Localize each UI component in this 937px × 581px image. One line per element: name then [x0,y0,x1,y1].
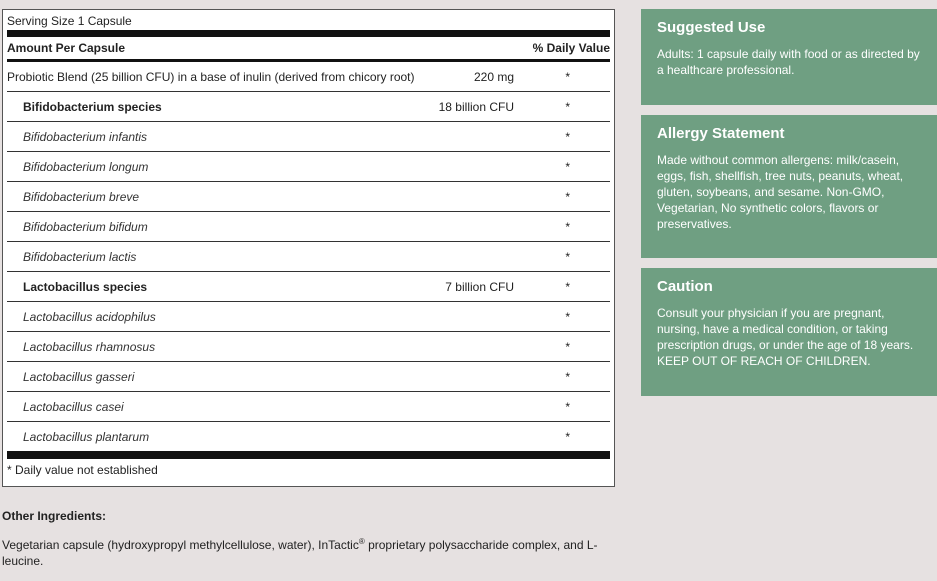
supplement-facts-panel [2,9,615,487]
facts-row: Lactobacillus acidophilus * [7,302,610,332]
caution-text: Consult your physician if you are pregnant, nursing, have a medical condition, or taking prescription drugs, or under the age of 18 years. KEEP OUT OF REACH OF CHILDREN. [657,306,914,368]
allergy-statement-title: Allergy Statement [657,125,785,142]
facts-row: Bifidobacterium bifidum * [7,212,610,242]
other-ingredients-title: Other Ingredients: [2,509,107,523]
amount-per-capsule-label: Amount Per Capsule [7,41,126,55]
facts-row: Lactobacillus gasseri * [7,362,610,392]
serving-size: Serving Size 1 Capsule [7,14,132,28]
caution-box [641,268,937,396]
facts-row: Bifidobacterium breve * [7,182,610,212]
registered-mark: ® [358,537,365,546]
facts-row: Bifidobacterium species 18 billion CFU * [7,92,610,122]
suggested-use-box [641,9,937,105]
facts-row: Lactobacillus casei * [7,392,610,422]
facts-row: Lactobacillus rhamnosus * [7,332,610,362]
footnote: * Daily value not established [7,463,158,477]
divider-thick [7,30,610,37]
facts-row: Bifidobacterium lactis * [7,242,610,272]
facts-row: Lactobacillus species 7 billion CFU * [7,272,610,302]
caution-title: Caution [657,278,713,295]
facts-header [3,37,614,59]
facts-row: Probiotic Blend (25 billion CFU) in a base of inulin (derived from chicory root) 220 mg * [7,62,610,92]
daily-value-label: % Daily Value [532,41,610,55]
suggested-use-title: Suggested Use [657,19,766,36]
other-ingredients-text: Vegetarian capsule (hydroxypropyl methylcellulose, water), InTactic® proprietary polysaccharide complex, and L-leucine. [2,537,598,568]
suggested-use-text: Adults: 1 capsule daily with food or as directed by a healthcare professional. [657,47,920,77]
allergy-statement-text: Made without common allergens: milk/casein, eggs, fish, shellfish, tree nuts, peanuts, wheat, gluten, soybeans, and sesame. Non-GMO, Vegetarian, No synthetic colors, flavors or preservatives. [657,153,904,231]
facts-row: Bifidobacterium infantis * [7,122,610,152]
divider-thick-bottom [7,451,610,459]
facts-row: Lactobacillus plantarum * [23,430,570,444]
facts-row: Bifidobacterium longum * [7,152,610,182]
allergy-statement-box [641,115,937,258]
